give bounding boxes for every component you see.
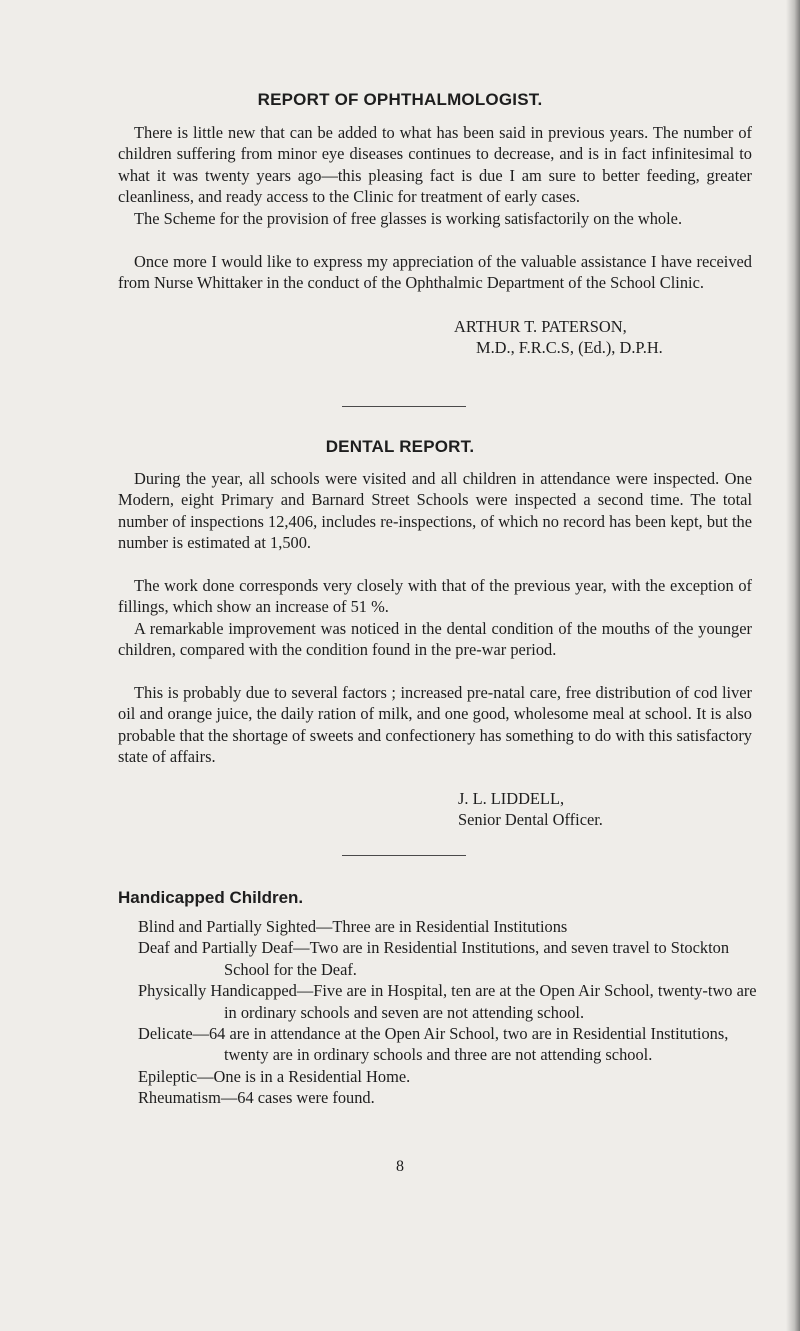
list-item: Physically Handicapped—Five are in Hospital, ten are at the Open Air School, twenty-two are in ordinary schools and seven are not attending school. [138, 981, 757, 1022]
handicapped-heading: Handicapped Children. [118, 888, 304, 907]
signature-name: J. L. LIDDELL, [458, 789, 565, 808]
handicapped-list [138, 916, 758, 1109]
list-item: Epileptic—One is in a Residential Home. [138, 1066, 411, 1086]
ophthalmologist-paragraph-3: Once more I would like to express my appreciation of the valuable assistance I have received from Nurse Whittaker in the conduct of the Ophthalmic Department of the School Clinic. [118, 252, 752, 293]
section-divider [342, 406, 466, 407]
page-number: 8 [396, 1158, 404, 1175]
list-item: Delicate—64 are in attendance at the Open Air School, two are in Residential Institutions, twenty are in ordinary schools and three are not attending school. [138, 1024, 729, 1065]
signature-qualifications: M.D., F.R.C.S, (Ed.), D.P.H. [476, 338, 663, 358]
dental-paragraph-1: During the year, all schools were visited and all children in attendance were inspected. One Modern, eight Primary and Barnard Street Schools were inspected a second time. The total number of inspections 12,406, includes re-inspections, of which no record has been kept, but the number is estimated at 1,500. [118, 469, 752, 553]
list-item: Blind and Partially Sighted—Three are in Residential Institutions [138, 917, 568, 936]
page-edge-shadow [786, 0, 800, 1331]
ophthalmologist-paragraph-2: The Scheme for the provision of free glasses is working satisfactorily on the whole. [134, 209, 683, 228]
dental-paragraph-2: The work done corresponds very closely with that of the previous year, with the exception of fillings, which show an increase of 51 %. [118, 576, 752, 617]
dental-paragraph-3: A remarkable improvement was noticed in the dental condition of the mouths of the younger children, compared with the condition found in the pre-war period. [118, 619, 752, 660]
list-item: Deaf and Partially Deaf—Two are in Residential Institutions, and seven travel to Stockton School for the Deaf. [138, 938, 730, 979]
signature-title: Senior Dental Officer. [458, 810, 603, 830]
section-divider [342, 855, 466, 856]
ophthalmologist-signature [454, 316, 663, 359]
dental-heading: DENTAL REPORT. [325, 437, 475, 456]
list-item: Rheumatism—64 cases were found. [138, 1088, 375, 1108]
signature-name: ARTHUR T. PATERSON, [454, 317, 627, 336]
dental-paragraph-4: This is probably due to several factors ; increased pre-natal care, free distribution of cod liver oil and orange juice, the daily ration of milk, and one good, wholesome meal at school. It is also probable that the shortage of sweets and confectionery has something to do with this satisfactory state of affairs. [118, 683, 752, 767]
ophthalmologist-heading: REPORT OF OPHTHALMOLOGIST. [257, 90, 543, 109]
ophthalmologist-paragraph-1: There is little new that can be added to what has been said in previous years. The number of children suffering from minor eye diseases continues to decrease, and is in fact infinitesimal to what it was twenty years ago—this pleasing fact is due I am sure to better feeding, greater cleanliness, and ready access to the Clinic for treatment of early cases. [118, 123, 752, 207]
dental-signature [458, 788, 603, 831]
